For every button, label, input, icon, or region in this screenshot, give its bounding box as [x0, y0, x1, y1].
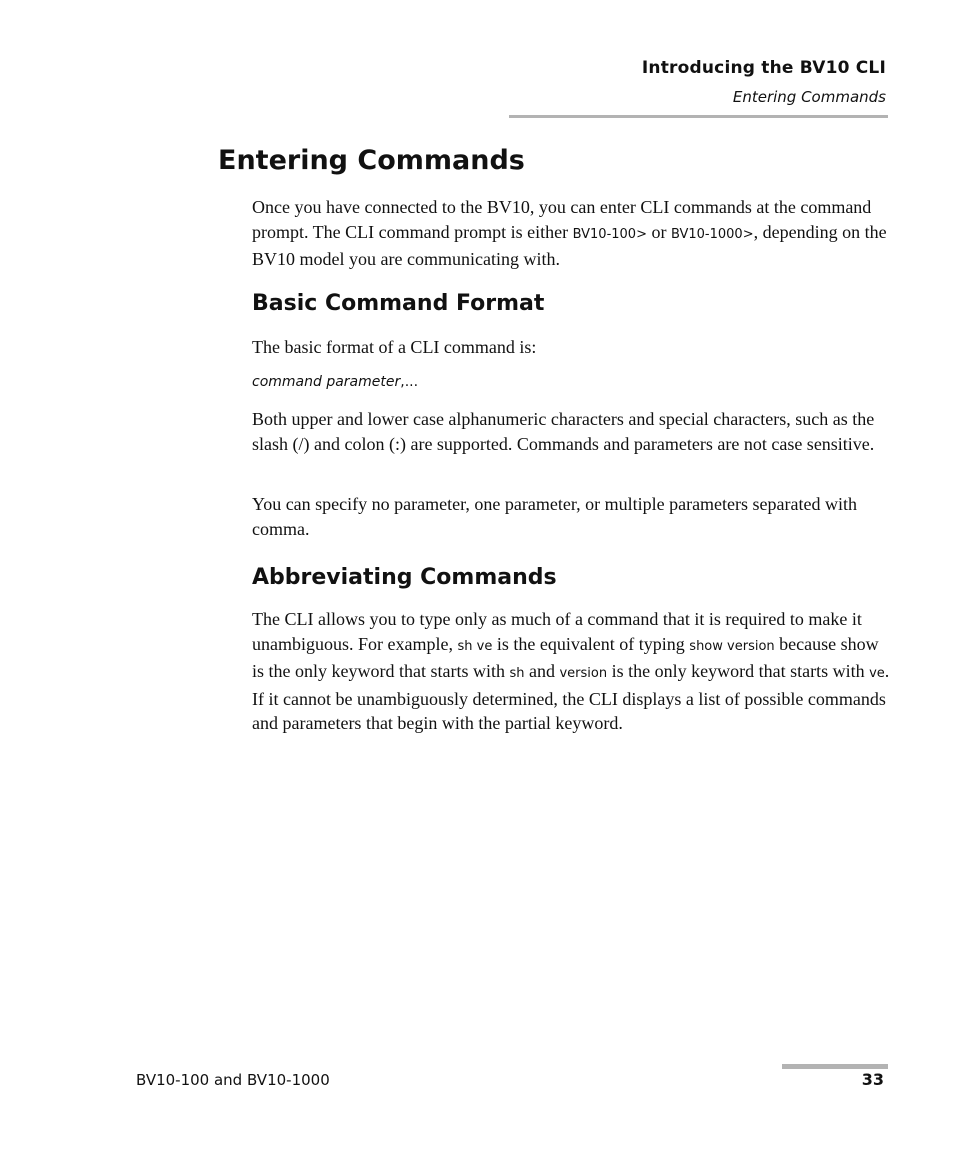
basic-format-heading: Basic Command Format	[252, 291, 545, 316]
running-section-title: Entering Commands	[732, 88, 886, 106]
header-divider	[509, 115, 888, 118]
intro-paragraph	[252, 195, 892, 272]
prompt-bv10-1000: BV10-1000>	[670, 226, 754, 242]
abbrev-text-3: because show is the only keyword that starts with	[252, 633, 879, 681]
code-sh: sh	[509, 666, 525, 681]
abbrev-text-2: is the equivalent of typing	[492, 633, 690, 654]
page-title: Entering Commands	[218, 145, 525, 176]
abbreviating-paragraph	[252, 607, 892, 736]
abbreviating-heading: Abbreviating Commands	[252, 565, 557, 590]
intro-text-1: Once you have connected to the BV10, you can enter CLI commands at the command prompt. The CLI command prompt is either	[252, 197, 872, 242]
footer-divider	[782, 1064, 888, 1069]
abbrev-text-5: is the only keyword that starts with	[607, 661, 870, 681]
footer-product-name: BV10-100 and BV10-1000	[136, 1071, 330, 1089]
parameters-paragraph: You can specify no parameter, one parameter, or multiple parameters separated with comma.	[252, 494, 857, 539]
code-sh-ve: sh ve	[457, 638, 493, 654]
code-version: version	[559, 666, 608, 681]
command-syntax	[252, 374, 418, 390]
abbrev-text-1: The CLI allows you to type only as much of a command that it is required to make it unambiguous. For example,	[252, 609, 862, 654]
running-chapter-title: Introducing the BV10 CLI	[641, 58, 886, 78]
code-ve: ve	[869, 666, 885, 681]
syntax-tail: ,...	[400, 374, 419, 390]
abbrev-text-6: . If it cannot be unambiguously determined, the CLI displays a list of possible commands and parameters that begin with the partial keyword.	[252, 661, 890, 733]
basic-format-intro: The basic format of a CLI command is:	[252, 337, 537, 357]
syntax-command: command parameter	[252, 374, 401, 390]
intro-text-3: , depending on the BV10 model you are communicating with.	[252, 221, 887, 269]
page-number: 33	[861, 1070, 884, 1089]
code-show-version: show version	[689, 638, 775, 654]
prompt-bv10-100: BV10-100>	[572, 226, 647, 242]
intro-text-2: or	[646, 221, 671, 242]
abbrev-text-4: and	[524, 661, 560, 681]
case-paragraph: Both upper and lower case alphanumeric characters and special characters, such as the slash (/) and colon (:) are supported. Commands and parameters are not case sensitive.	[252, 409, 875, 454]
